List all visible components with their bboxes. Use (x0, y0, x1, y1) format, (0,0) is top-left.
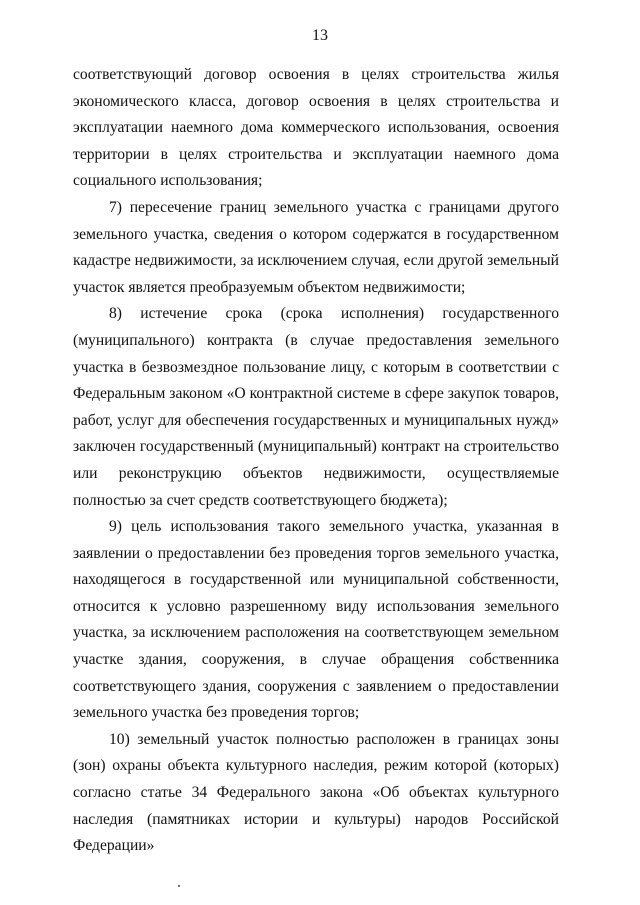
paragraph-item-10: 10) земельный участок полностью расположен в границах зоны (зон) охраны объекта культурного наследия, режим которой (которых) согласно статье 34 Федерального закона «Об объектах культурного наследия (памятниках истории и культуры) народов Российской Федерации» (73, 730, 559, 855)
page-number: 13 (312, 27, 328, 44)
scan-speck (178, 885, 180, 887)
document-body (73, 62, 559, 860)
paragraph-item-8: 8) истечение срока (срока исполнения) государственного (муниципального) контракта (в случае предоставления земельного участка в безвозмездное пользование лицу, с которым в соответствии с Федеральным законом «О контрактной системе в сфере закупок товаров, работ, услуг для обеспечения государственных и муниципальных нужд» заключен государственный (муниципальный) контракт на строительство или реконструкцию объектов недвижимости, осуществляемые полностью за счет средств соответствующего бюджета); (73, 305, 559, 509)
paragraph-item-7: 7) пересечение границ земельного участка с границами другого земельного участка, сведения о котором содержатся в государственном кадастре недвижимости, за исключением случая, если другой земельный участок является преобразуемым объектом недвижимости; (73, 198, 560, 296)
paragraph-item-9: 9) цель использования такого земельного участка, указанная в заявлении о предоставлении без проведения торгов земельного участка, находящегося в государственной или муниципальной собственности, относится к условно разрешенному виду использования земельного участка, за исключением расположения на соответствующем земельном участке здания, сооружения, в случае обращения собственника соответствующего здания, сооружения с заявлением о предоставлении земельного участка без проведения торгов; (73, 518, 559, 722)
paragraph-continuation: соответствующий договор освоения в целях строительства жилья экономического класса, договор освоения в целях строительства и эксплуатации наемного дома коммерческого использования, освоения территории в целях строительства и эксплуатации наемного дома социального использования; (73, 66, 559, 190)
